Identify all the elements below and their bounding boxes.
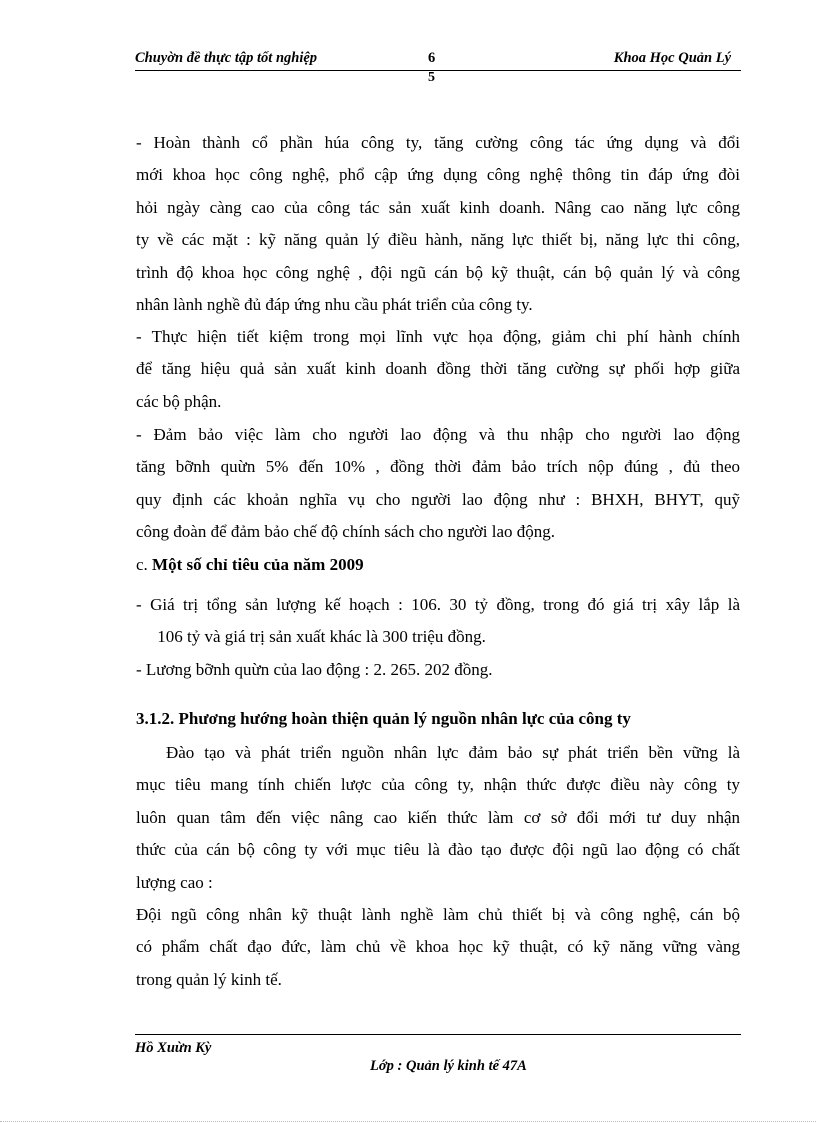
paragraph-3 (136, 419, 740, 549)
text-line: mục tiêu mang tính chiến lược của công ty, nhận thức được điều này công ty (136, 775, 740, 795)
text-line: - Thực hiện tiết kiệm trong mọi lĩnh vực họa động, giảm chi phí hành chính (136, 327, 740, 346)
text-line: các bộ phận. (136, 391, 222, 411)
paragraph-2 (136, 321, 740, 418)
section-c-heading (136, 549, 740, 581)
footer-class: Lớp : Quản lý kinh tế 47A (370, 1058, 527, 1074)
text-line: Đội ngũ công nhân kỹ thuật lành nghề làm chủ thiết bị và công nghệ, cán bộ (136, 905, 740, 924)
section-c-prefix: c. (136, 555, 153, 574)
text-line: trình độ khoa học công nghệ , đội ngũ cán bộ kỹ thuật, cán bộ quản lý và công (136, 262, 740, 282)
text-line: luôn quan tâm đến việc nâng cao kiến thức làm cơ sở đổi mới tư duy nhận (136, 807, 740, 827)
header-left-title: Chuyờn đề thực tập tốt nghiệp (135, 50, 318, 66)
text-line: tăng bỡnh quừn 5% đến 10% , đồng thời đảm bảo trích nộp đúng , đủ theo (136, 457, 740, 477)
section-312-title: 3.1.2. Phương hướng hoàn thiện quản lý nguồn nhân lực của công ty (136, 709, 631, 728)
text-line: có phẩm chất đạo đức, làm chủ về khoa học kỹ thuật, có kỹ năng vững vàng (136, 937, 740, 957)
bullet-item-line: 106 tỷ và giá trị sản xuất khác là 300 triệu đồng. (136, 627, 486, 647)
page-bottom-edge (0, 1121, 816, 1122)
bullet-item-line: - Giá trị tổng sản lượng kế hoạch : 106. 30 tỷ đồng, trong đó giá trị xây lắp là (136, 595, 740, 614)
footer-author: Hồ Xuừn Kỳ (135, 1040, 212, 1056)
text-line: Đào tạo và phát triển nguồn nhân lực đảm bảo sự phát triển bền vững là (136, 743, 740, 762)
section-c-title: Một số chỉ tiêu của năm 2009 (152, 555, 364, 574)
page-header (135, 48, 741, 71)
text-line: - Đảm bảo việc làm cho người lao động và thu nhập cho người lao động (136, 425, 740, 444)
text-line: trong quản lý kinh tế. (136, 969, 282, 989)
text-line: thức của cán bộ công ty với mục tiêu là đào tạo được đội ngũ lao động có chất (136, 840, 740, 860)
text-line: để tăng hiệu quả sản xuất kinh doanh đồng thời tăng cường sự phối hợp giữa (136, 359, 740, 379)
header-right-title: Khoa Học Quản Lý (613, 50, 731, 66)
text-line: quy định các khoản nghĩa vụ cho người lao động như : BHXH, BHYT, quỹ (136, 489, 740, 509)
paragraph-5 (136, 899, 740, 996)
text-line: ty về các mặt : kỹ năng quản lý điều hành, năng lực thiết bị, năng lực thi công, (136, 230, 740, 250)
paragraph-4 (136, 737, 740, 899)
text-line: lượng cao : (136, 872, 213, 892)
header-page-number-bottom: 5 (428, 70, 435, 85)
bullet-list (136, 589, 740, 686)
text-line: - Hoàn thành cổ phần húa công ty, tăng cường công tác ứng dụng và đổi (136, 133, 740, 152)
text-line: hỏi ngày càng cao của công tác sản xuất kinh doanh. Nâng cao năng lực công (136, 197, 740, 217)
footer-rule (135, 1034, 741, 1035)
header-page-number-top: 6 (428, 50, 436, 66)
section-312-heading (136, 703, 740, 735)
paragraph-1 (136, 127, 740, 321)
text-line: nhân lành nghề đủ đáp ứng nhu cầu phát triển của công ty. (136, 295, 533, 315)
text-line: công đoàn để đảm bảo chế độ chính sách cho người lao động. (136, 522, 556, 542)
bullet-item: - Lương bỡnh quừn của lao động : 2. 265. 202 đồng. (136, 659, 493, 679)
text-line: mới khoa học công nghệ, phổ cập ứng dụng công nghệ thông tin đáp ứng đòi (136, 165, 740, 185)
